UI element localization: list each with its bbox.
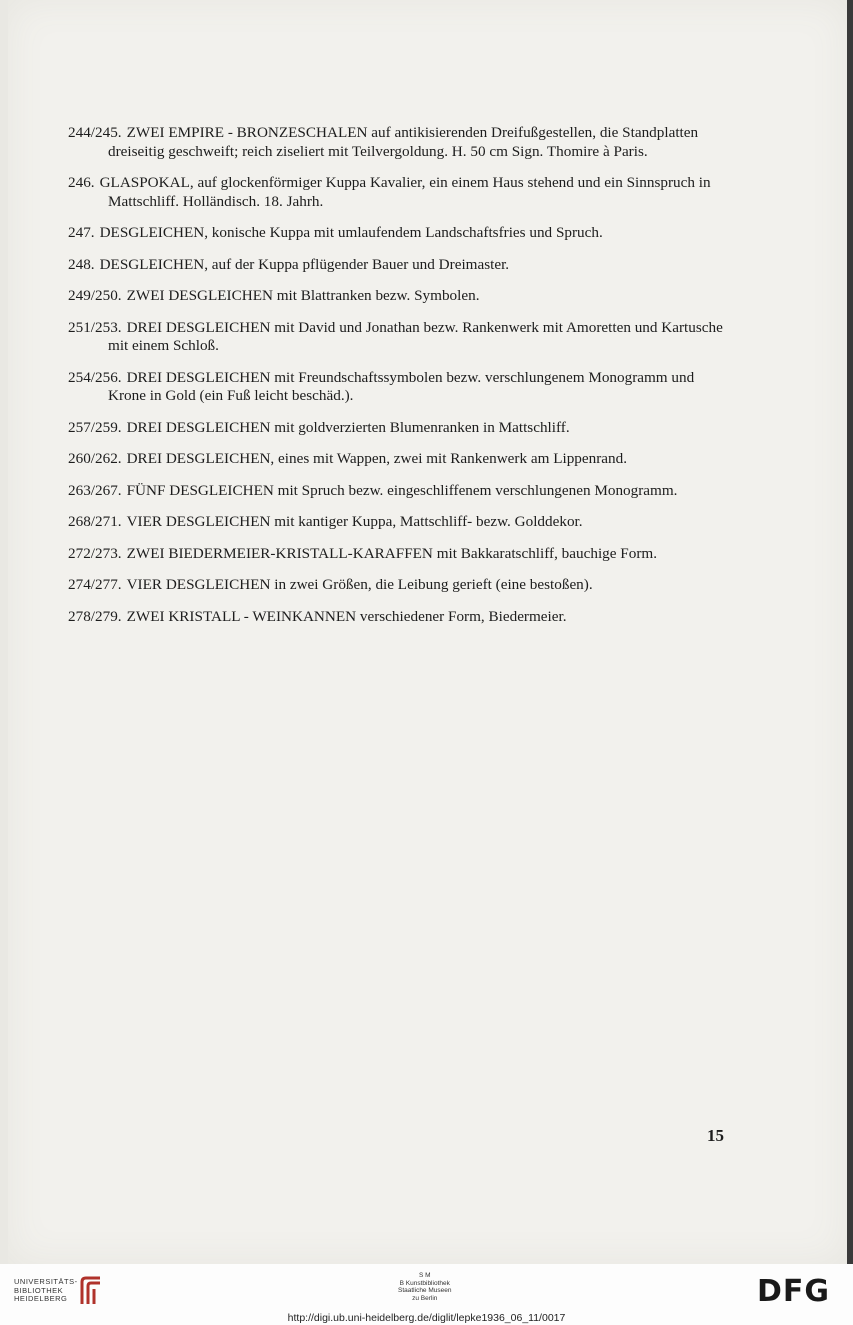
page-number: 15: [707, 1126, 724, 1145]
entry-text: DREI DESGLEICHEN mit David und Jonathan bezw. Rankenwerk mit Amoretten und Kartusche mit einem Schloß.: [108, 318, 723, 354]
entry-number: 260/262.: [68, 450, 122, 467]
entry-text: GLASPOKAL, auf glockenförmiger Kuppa Kavalier, ein einem Haus stehend und ein Sinnspruch in Mattschliff. Holländisch. 18. Jahrh.: [99, 174, 711, 210]
source-url-link[interactable]: http://digi.ub.uni-heidelberg.de/diglit/lepke1936_06_11/0017: [287, 1312, 566, 1324]
university-line: BIBLIOTHEK: [14, 1285, 64, 1295]
catalog-entry: [68, 124, 723, 161]
entry-text: ZWEI EMPIRE - BRONZESCHALEN auf antikisierenden Dreifußgestellen, die Standplatten dreiseitig geschweift; reich ziseliert mit Teilvergoldung. H. 50 cm Sign. Thomire à Paris.: [108, 124, 699, 160]
catalog-entry: [68, 287, 723, 306]
entry-number: 244/245.: [68, 124, 122, 141]
entry-number: 247.: [68, 224, 95, 241]
entry-number: 257/259.: [68, 418, 122, 436]
entry-number: 268/271.: [68, 513, 122, 530]
catalog-entry: [68, 576, 723, 595]
entry-text: VIER DESGLEICHEN in zwei Größen, die Leibung gerieft (eine bestoßen).: [126, 576, 593, 593]
smb-line: B Kunstbibliothek: [399, 1279, 450, 1287]
catalog-entry: [68, 319, 723, 356]
catalog-entry: [68, 482, 723, 501]
entry-text: DREI DESGLEICHEN mit Freundschaftssymbolen bezw. verschlungenem Monogramm und Krone in Gold (ein Fuß leicht beschäd.).: [108, 368, 695, 404]
scan-edge: [847, 0, 853, 1264]
smb-line: zu Berlin: [412, 1294, 438, 1302]
entry-number: 249/250.: [68, 287, 122, 304]
dfg-logo: DFG: [757, 1274, 831, 1309]
entry-text: ZWEI KRISTALL - WEINKANNEN verschiedener Form, Biedermeier.: [126, 607, 567, 625]
university-line: UNIVERSITÄTS-: [14, 1277, 78, 1286]
catalog-entry: [68, 513, 723, 532]
catalog-entry: [68, 369, 723, 406]
entry-text: DREI DESGLEICHEN, eines mit Wappen, zwei mit Rankenwerk am Lippenrand.: [126, 450, 628, 467]
catalog-entries: [68, 124, 723, 639]
catalog-entry: [68, 545, 723, 564]
university-library-label: [14, 1278, 78, 1304]
entry-text: DESGLEICHEN, auf der Kuppa pflügender Bauer und Dreimaster.: [99, 255, 510, 273]
footer-bar: [0, 1264, 853, 1325]
entry-number: 278/279.: [68, 607, 122, 625]
entry-text: ZWEI BIEDERMEIER-KRISTALL-KARAFFEN mit Bakkaratschliff, bauchige Form.: [126, 544, 657, 562]
catalog-entry: [68, 450, 723, 469]
catalog-entry: [68, 608, 723, 627]
entry-text: VIER DESGLEICHEN mit kantiger Kuppa, Mattschliff- bezw. Golddekor.: [126, 513, 583, 530]
university-line: HEIDELBERG: [14, 1294, 68, 1303]
smb-kunstbibliothek-label: [398, 1272, 451, 1302]
catalog-entry: [68, 419, 723, 438]
entry-number: 251/253.: [68, 318, 122, 336]
entry-number: 263/267.: [68, 481, 122, 499]
entry-number: 272/273.: [68, 544, 122, 562]
university-logo-icon: [78, 1274, 104, 1308]
document-page: [8, 0, 847, 1264]
catalog-entry: [68, 224, 723, 243]
entry-text: FÜNF DESGLEICHEN mit Spruch bezw. eingeschliffenem verschlungenen Monogramm.: [126, 481, 678, 499]
smb-line: Staatliche Museen: [398, 1287, 452, 1294]
entry-number: 274/277.: [68, 576, 122, 593]
entry-text: DREI DESGLEICHEN mit goldverzierten Blumenranken in Mattschliff.: [126, 418, 570, 436]
entry-text: DESGLEICHEN, konische Kuppa mit umlaufendem Landschaftsfries und Spruch.: [99, 224, 603, 241]
entry-number: 246.: [68, 174, 95, 191]
catalog-entry: [68, 256, 723, 275]
catalog-entry: [68, 174, 723, 211]
entry-number: 254/256.: [68, 368, 122, 386]
entry-text: ZWEI DESGLEICHEN mit Blattranken bezw. Symbolen.: [126, 287, 480, 304]
smb-line: S M: [418, 1272, 431, 1279]
entry-number: 248.: [68, 255, 95, 273]
